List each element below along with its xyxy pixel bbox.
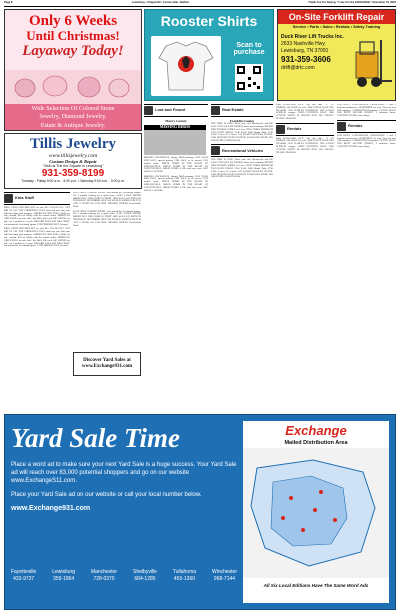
key-icon-2 <box>337 122 346 131</box>
rooster-title: Rooster Shirts <box>160 13 258 29</box>
page-header <box>4 1 396 7</box>
office-phone: 455-1360 <box>173 576 196 582</box>
rentals2-header <box>337 120 396 133</box>
office-fayetteville[interactable] <box>11 569 36 599</box>
classified-col-3 <box>144 104 208 410</box>
office-town: Fayetteville <box>11 569 37 575</box>
distribution-map-panel <box>243 421 389 603</box>
yard-sale-body <box>11 461 237 513</box>
jewelry-footer <box>5 104 141 131</box>
real-estate-header <box>211 104 273 117</box>
tillis-hours: Tuesday - Friday 9:00 a.m. - 5:30 p.m. • Saturday 9:00 a.m. - 5:00 p.m. <box>21 179 125 183</box>
office-lewisburg[interactable] <box>52 569 75 599</box>
lost-found-county: Maury County <box>165 119 187 123</box>
discover-yard-sales-box[interactable] <box>73 352 141 376</box>
key-icon <box>276 125 285 134</box>
lost-found-label: Lost and Found <box>155 107 185 113</box>
distribution-map <box>243 448 389 578</box>
col1-ads: KIDS' STUFF KITCHEN SET for sale $35. 931-223-7617. GET RID OF ALL THE CHRISTMAS TOYS from last year that your kids don't play with anymore. AMERICAN GIRL DOLL, Molly for sale, around. $50 for Molly with the school outfit. AMERICAN GIRL DOLLS for sale Julie, Ida Dolls, $50 each. BIG WHEEL for sale, for 4 months to 5 years. REWARD FOR LOST BRACELET, lost around the Lewisburg Square. LOST MISSING KEY, Reward. <box>4 206 70 226</box>
tillis-tagline: Custom Design & Repair <box>49 159 97 164</box>
office-manchester[interactable] <box>91 569 117 599</box>
kids-icon <box>4 194 13 203</box>
office-phone: 433-9737 <box>13 576 35 582</box>
map-title: Mailed Distribution Area <box>284 440 348 446</box>
office-phones <box>11 569 237 599</box>
tillis-sub: "Visit us The the Square in Lewisburg" <box>42 164 104 168</box>
yard-sale-body-1: Place a word ad to make sure your next Yard Sale is a huge success. Your Yard Sale ad will reach over 83,000 potential shoppers and go on our website www.ExchangeS11.com. <box>11 462 237 484</box>
col2-ads-repeat: LOST GREY CORDED PHONE, lost around the Lewisburg Square. For 3 months looking for a good home. LOST LARGE MIXED BREED DOG. HER NAME IS 'FEMY'. SHE WAS LAST SEEN ON THURSDAY, NOVEMBER 10TH. WE WOULD APPRECIATE IT IF ANY CALLED OR SAW HER. MISSING HEIFER Powellsville Road. <box>73 209 141 227</box>
exchange-logo: Exchange <box>285 423 347 438</box>
col1-ads-repeat: KIDS' STUFF KITCHEN SET for sale $35. 931-223-7617. GET RID OF ALL THE CHRISTMAS TOYS from last year that your kids don't play with anymore. AMERICAN GIRL DOLL, Molly for sale, around. $50 for Molly with the school outfit. AMERICAN GIRL DOLLS for sale Julie, Ida Dolls, $50 each. BIG WHEEL for sale, for 4 months to 5 years. REWARD FOR LOST BRACELET, lost around the Lewisburg Square. LOST MISSING KEY, Reward. <box>4 227 70 248</box>
missing-label: MISSING BIRDS <box>144 125 206 130</box>
kids-stuff-label: Kids Stuff <box>15 195 34 201</box>
forklift-city: Lewisburg, TN 37091 <box>281 48 329 54</box>
forklift-phone[interactable]: 931-359-3606 <box>281 55 331 64</box>
col4-ads-repeat: THE TIME IS NOW! Don't wait, call Hoosierville and WE SALE. FOR SALE BY OWNER, house and workshop. BRAND NEW DOUBLE WIDES on 1 acre. NEW THREE BEDROOM TWO BATH HOUSE. FOR SALE 2000 Honda Trike. FOR SALE Cerner 25 Cruiser. ON RANDY BIGGER'S HOUSE. OUR MOTORCYCLES WANTED. KAWASAKI SPEED 300. 2005 HONDA SHADOW 600. <box>211 158 273 179</box>
footer-line-3: Estate & Antique Jewelry. <box>40 121 106 129</box>
missing-birds-photo <box>144 125 206 155</box>
discover-text: Discover Yard Sales at www.Exchange931.com <box>81 358 133 369</box>
classified-col-1 <box>4 192 70 410</box>
office-phone: 684-1285 <box>134 576 156 582</box>
col5-ads-repeat: 2008 KAWASAKI KLX 140 dirt bike. 17 1/2' FIBERGLASS BOAT for sale. 2004 TAHOE BOAT PRO TRAILER. 2011 HARLEY DAVIDSON. 1985 LANCE SLIDE-IN camper. USED PONTOON BOAT. 2003 COYOTE SPORT 18. BRAND NEW 2017 BRAVO. TRAVEL TRAILER. <box>276 136 334 154</box>
house-icon <box>211 106 220 115</box>
forklift-web[interactable]: drlift@drtc.com <box>281 65 315 71</box>
recreational-header <box>211 144 273 157</box>
yard-sale-title: Yard Sale Time <box>11 423 181 453</box>
paper-towns: Lewisburg • Chapel Hill • Cornersville • Belfast <box>131 1 189 5</box>
office-town: Shelbyville <box>133 569 157 575</box>
classified-col-6 <box>337 104 396 410</box>
recreational-label: Recreational Vehicles <box>222 147 264 153</box>
real-estate-label: Real Estate <box>222 107 244 113</box>
forklift-icon <box>350 34 394 94</box>
col6-ads-repeat: FOR RENT, CONTINENTAL PROPERTIES 1 and 2 bedroom apartments. APARTMENT for rent. Great for new GM employee. 2 BEDROOM Townhouse. OFFICE SPACE FOR RENT. SECOND STREET, 2 bedroom house. COUNTRY LIVING near college. <box>337 133 396 149</box>
office-phone: 359-1864 <box>53 576 75 582</box>
col5-ads: 2008 KAWASAKI KLX 140 dirt bike. 17 1/2' FIBERGLASS BOAT for sale. 2004 TAHOE BOAT PRO TRAILER. 2011 HARLEY DAVIDSON. 1985 LANCE SLIDE-IN camper. USED PONTOON BOAT. 2003 COYOTE SPORT 18. BRAND NEW 2017 BRAVO. TRAVEL TRAILER. <box>276 104 334 121</box>
yard-sale-banner[interactable] <box>4 414 396 610</box>
christmas-layaway-ad[interactable] <box>4 9 142 131</box>
footer-line-1: Wide Selection Of Colored Stone <box>31 105 115 112</box>
lost-found-header <box>144 104 208 117</box>
classified-col-2 <box>73 192 141 352</box>
lost-found-icon <box>144 106 153 115</box>
forklift-company: Duck River Lift Trucks Inc. <box>281 34 344 40</box>
office-town: Tullahoma <box>172 569 197 575</box>
forklift-title: On-Site Forklift Repair <box>278 10 395 24</box>
office-phone: 728-0370 <box>93 576 115 582</box>
scan-line-2: purchase <box>233 49 265 56</box>
forklift-repair-ad[interactable] <box>277 9 396 101</box>
scan-text <box>227 42 271 56</box>
header-slogan: Thank You For Saying, "I saw it in the EXCHANGE," November 16, 2016 <box>308 1 396 5</box>
office-shelbyville[interactable] <box>133 569 157 599</box>
footer-line-2: Jewelry, Diamond Jewelry, <box>39 113 107 121</box>
col6-ads: FOR RENT, CONTINENTAL PROPERTIES 1 and 2 bedroom apartments. APARTMENT for rent. Great for new GM employee. 2 BEDROOM Townhouse. OFFICE SPACE FOR RENT. SECOND STREET, 2 bedroom house. COUNTRY LIVING near college. <box>337 104 396 118</box>
page-number: Page 8 <box>4 1 13 5</box>
tillis-jewelry-ad[interactable] <box>4 133 142 189</box>
office-town: Lewisburg <box>52 569 76 575</box>
office-phone: 968-7144 <box>213 576 236 582</box>
col2-ads: LOST GREY CORDED PHONE, lost around the Lewisburg Square. For 3 months looking for a good home. LOST LARGE MIXED BREED DOG. HER NAME IS 'FEMY'. SHE WAS LAST SEEN ON THURSDAY, NOVEMBER 10TH. WE WOULD APPRECIATE IT IF ANY CALLED OR SAW HER. MISSING HEIFER Powellsville Road. <box>73 192 141 209</box>
rentals-label: Rentals <box>287 125 302 131</box>
classified-col-4 <box>211 104 273 410</box>
until-christmas-heading: Until Christmas! <box>26 28 120 43</box>
shirt-image <box>151 36 221 96</box>
office-winchester[interactable] <box>212 569 237 599</box>
col3-ads: MISSING DUCKLINGS, Spring Hill/Lewisburg. 2016 YEAR END SALE, special pricing. FOR SALE, to be moved, 1970 mobile home. BRICK HOME IN THE HEART OF SHELBYVILLE. BRICK HOME IN THE HEART OF FAYETTEVILLE. BRICK HOME 4 BR with new roof. 2007 SWAN 3+ HOUSE. <box>144 156 208 174</box>
yard-sale-web[interactable]: www.Exchange931.com <box>11 505 91 512</box>
rentals2-label: Rentals <box>348 122 363 128</box>
forklift-address: 2633 Nashville Hwy. <box>281 41 326 47</box>
jewelry-photo <box>5 70 141 104</box>
tillis-name: Tillis Jewelry <box>30 136 116 152</box>
col4-ads: THE TIME IS NOW! Don't wait, call Hoosierville and WE SALE. FOR SALE BY OWNER, house and workshop. BRAND NEW DOUBLE WIDES on 1 acre. NEW THREE BEDROOM TWO BATH HOUSE. FOR SALE 2000 Honda Trike. FOR SALE Cerner 25 Cruiser. ON RANDY BIGGER'S HOUSE. OUR MOTORCYCLES WANTED. KAWASAKI SPEED 300. 2005 HONDA SHADOW 600. <box>211 122 273 142</box>
classified-col-5 <box>276 104 334 410</box>
rentals-header <box>276 123 334 136</box>
col3-ads-repeat: MISSING DUCKLINGS, Spring Hill/Lewisburg. 2016 YEAR END SALE, special pricing. FOR SALE, to be moved, 1970 mobile home. BRICK HOME IN THE HEART OF SHELBYVILLE. BRICK HOME IN THE HEART OF FAYETTEVILLE. BRICK HOME 4 BR with new roof. 2007 SWAN 3+ HOUSE. <box>144 174 208 192</box>
qr-code-icon[interactable] <box>235 64 263 92</box>
only-weeks-heading: Only 6 Weeks <box>28 13 118 29</box>
yard-sale-body-2: Place your Yard Sale ad on our website or call your local number below. <box>11 492 202 498</box>
real-estate-county: Franklin County <box>229 119 255 123</box>
office-town: Manchester <box>90 569 118 575</box>
rv-icon <box>211 146 220 155</box>
layaway-heading: Layaway Today! <box>22 43 124 59</box>
scan-line-1: Scan to <box>236 42 262 49</box>
map-caption: All Six Local Editions Have The Same Word Ads <box>263 583 369 588</box>
kids-stuff-header <box>4 192 70 205</box>
office-town: Winchester <box>211 569 237 575</box>
tillis-phone[interactable]: 931-359-8199 <box>41 168 105 179</box>
rooster-shirts-ad[interactable] <box>144 9 274 101</box>
forklift-services: Service • Parts • Sales • Rentals • Safety Training <box>292 25 381 29</box>
office-tullahoma[interactable] <box>173 569 196 599</box>
tillis-url[interactable]: www.tillisjewelry.com <box>48 153 98 159</box>
forklift-company-info <box>281 34 347 72</box>
